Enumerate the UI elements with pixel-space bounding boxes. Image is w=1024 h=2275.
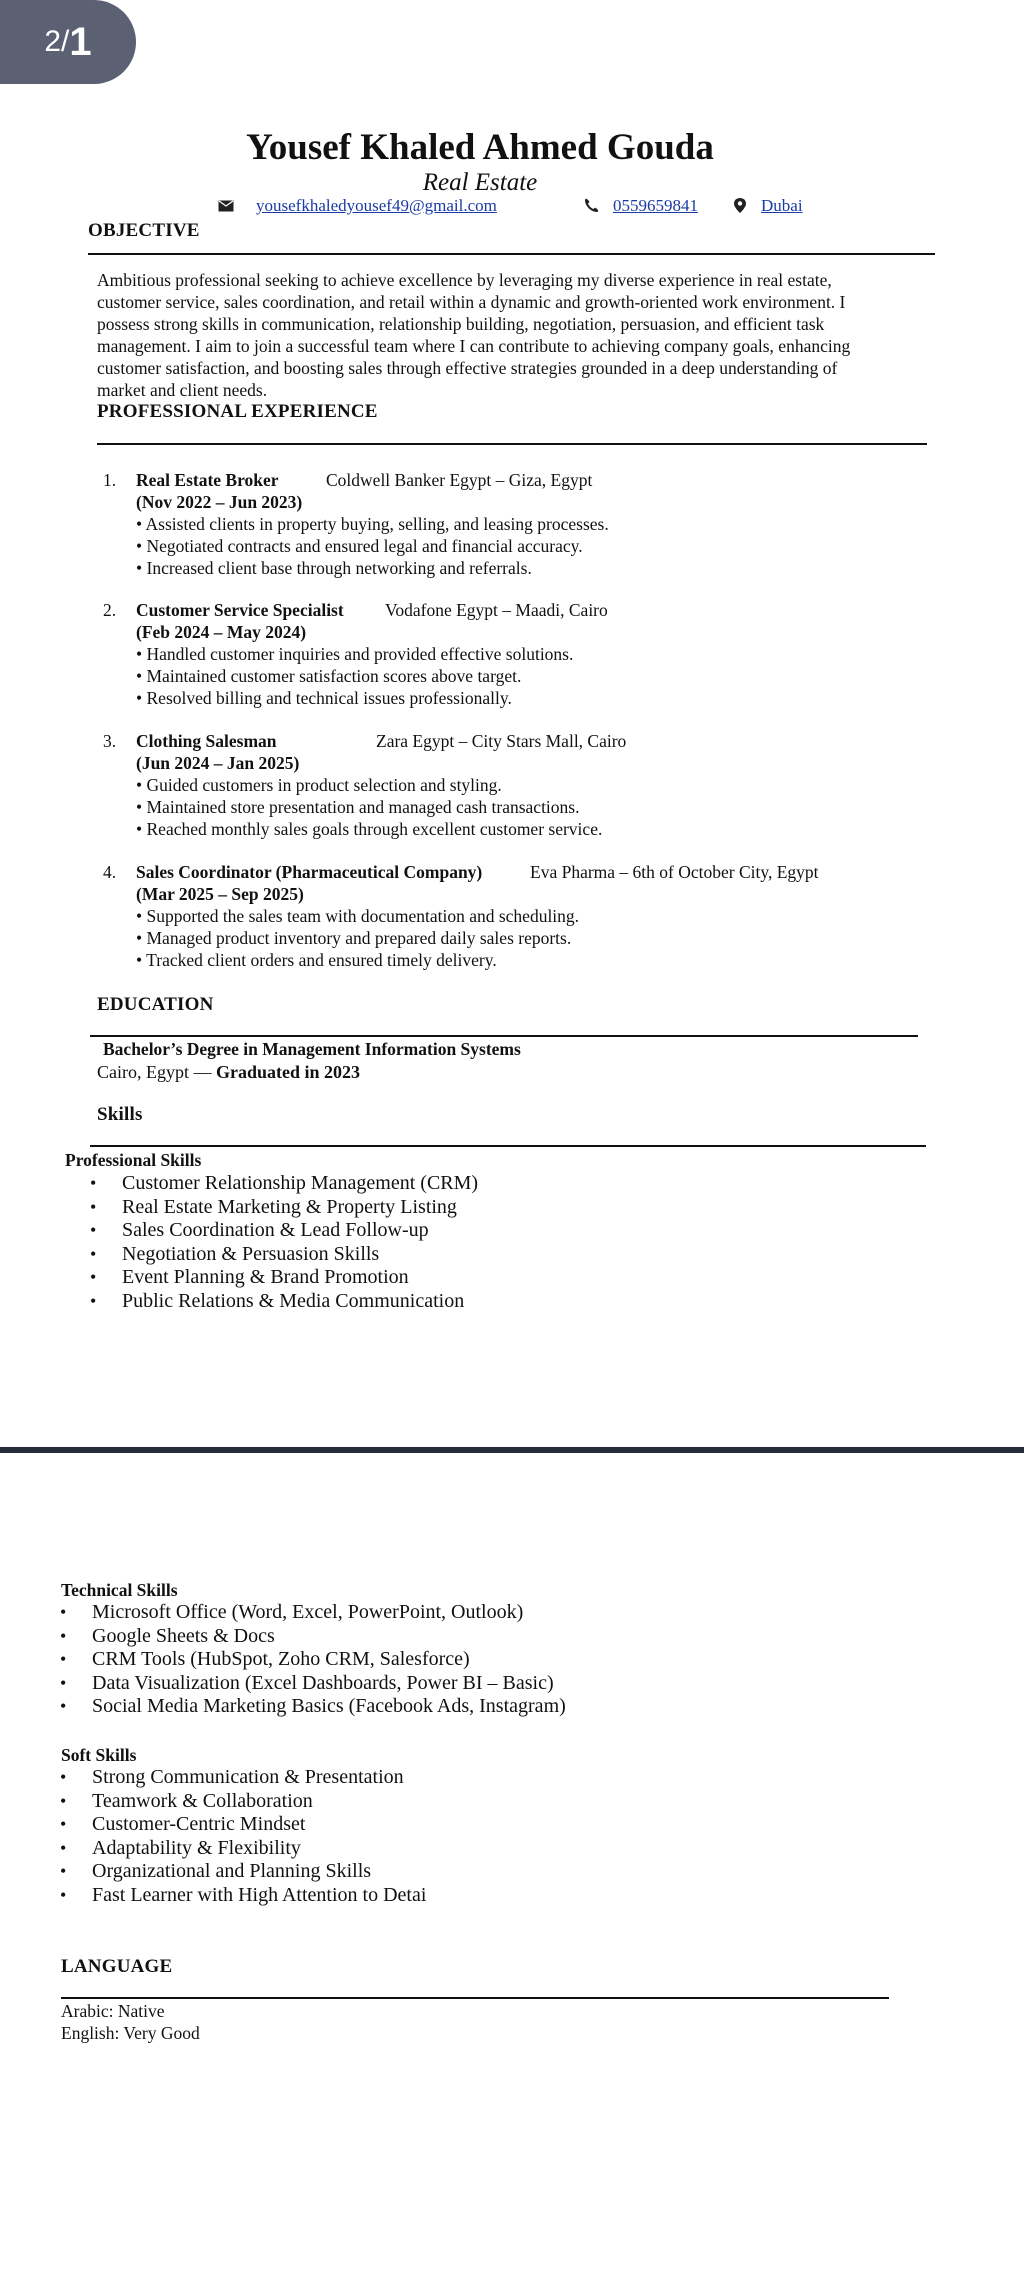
job-dates: (Mar 2025 – Sep 2025) bbox=[136, 884, 304, 904]
page-divider bbox=[0, 1447, 1024, 1453]
education-degree: Bachelor’s Degree in Management Information Systems bbox=[103, 1039, 521, 1059]
phone-contact[interactable] bbox=[583, 196, 698, 216]
location-contact[interactable] bbox=[733, 196, 803, 216]
language-item: Arabic: Native bbox=[61, 2001, 165, 2021]
education-rule bbox=[90, 1035, 918, 1037]
objective-heading: OBJECTIVE bbox=[88, 220, 200, 241]
list-item: • Event Planning & Brand Promotion bbox=[122, 1266, 478, 1290]
job-title: Clothing Salesman bbox=[136, 731, 277, 751]
job-number: 3. bbox=[103, 731, 117, 751]
job-entry bbox=[103, 730, 983, 840]
job-entry bbox=[103, 861, 983, 971]
job-bullet: • Negotiated contracts and ensured legal and financial accuracy. bbox=[136, 536, 583, 556]
list-item: • CRM Tools (HubSpot, Zoho CRM, Salesforce) bbox=[92, 1648, 566, 1672]
job-bullet: • Maintained store presentation and managed cash transactions. bbox=[136, 797, 580, 817]
list-item: • Google Sheets & Docs bbox=[92, 1625, 566, 1649]
list-item: • Sales Coordination & Lead Follow-up bbox=[122, 1219, 478, 1243]
objective-line: Ambitious professional seeking to achieve excellence by leveraging my diverse experience in real estate, bbox=[97, 270, 832, 290]
objective-line: possess strong skills in communication, relationship building, negotiation, persuasion, and efficient task bbox=[97, 314, 825, 334]
soft-skills-heading: Soft Skills bbox=[61, 1745, 137, 1765]
list-item: • Negotiation & Persuasion Skills bbox=[122, 1243, 478, 1267]
language-item: English: Very Good bbox=[61, 2023, 200, 2043]
list-item: • Strong Communication & Presentation bbox=[92, 1766, 426, 1790]
list-item: • Organizational and Planning Skills bbox=[92, 1860, 426, 1884]
list-item: • Data Visualization (Excel Dashboards, Power BI – Basic) bbox=[92, 1672, 566, 1696]
technical-skills-list bbox=[92, 1601, 566, 1719]
job-company: Eva Pharma – 6th of October City, Egypt bbox=[530, 862, 819, 882]
language-list bbox=[61, 2000, 200, 2044]
email-link[interactable]: yousefkhaledyousef49@gmail.com bbox=[256, 196, 497, 215]
experience-rule bbox=[97, 443, 927, 445]
job-bullet: • Reached monthly sales goals through excellent customer service. bbox=[136, 819, 603, 839]
job-bullet: • Tracked client orders and ensured timely delivery. bbox=[136, 950, 497, 970]
job-number: 4. bbox=[103, 862, 117, 882]
list-item: • Customer Relationship Management (CRM) bbox=[122, 1172, 478, 1196]
experience-heading: PROFESSIONAL EXPERIENCE bbox=[97, 401, 378, 422]
list-item: • Customer-Centric Mindset bbox=[92, 1813, 426, 1837]
phone-link[interactable]: 0559659841 bbox=[613, 196, 698, 215]
job-title: Sales Coordinator (Pharmaceutical Company) bbox=[136, 862, 483, 882]
page-indicator-current: 2/ bbox=[44, 25, 70, 58]
candidate-name: Yousef Khaled Ahmed Gouda bbox=[246, 127, 714, 168]
professional-skills-heading: Professional Skills bbox=[65, 1150, 202, 1170]
education-details bbox=[97, 1061, 360, 1083]
page-indicator bbox=[0, 0, 136, 84]
objective-line: customer service, sales coordination, and retail within a dynamic and growth-oriented work environment. I bbox=[97, 292, 846, 312]
job-title: Customer Service Specialist bbox=[136, 600, 344, 620]
list-item: • Fast Learner with High Attention to Detai bbox=[92, 1884, 426, 1908]
job-number: 2. bbox=[103, 600, 117, 620]
job-company: Coldwell Banker Egypt – Giza, Egypt bbox=[326, 470, 593, 490]
job-bullet: • Maintained customer satisfaction scores above target. bbox=[136, 666, 522, 686]
objective-line: management. I aim to join a successful team where I can contribute to achieving company goals, enhancing bbox=[97, 336, 851, 356]
job-dates: (Nov 2022 – Jun 2023) bbox=[136, 492, 303, 512]
objective-line: market and client needs. bbox=[97, 380, 268, 400]
page-indicator-total: 1 bbox=[69, 19, 92, 64]
candidate-role: Real Estate bbox=[422, 169, 538, 196]
skills-rule bbox=[90, 1145, 926, 1147]
list-item: • Teamwork & Collaboration bbox=[92, 1790, 426, 1814]
job-number: 1. bbox=[103, 470, 117, 490]
education-heading: EDUCATION bbox=[97, 994, 214, 1015]
job-entry bbox=[103, 469, 983, 579]
list-item: • Public Relations & Media Communication bbox=[122, 1290, 478, 1314]
job-company: Vodafone Egypt – Maadi, Cairo bbox=[385, 600, 608, 620]
job-entry bbox=[103, 599, 983, 709]
objective-line: customer satisfaction, and boosting sales through effective strategies grounded in a deep understanding of bbox=[97, 358, 838, 378]
job-bullet: • Handled customer inquiries and provided effective solutions. bbox=[136, 644, 574, 664]
job-bullet: • Resolved billing and technical issues professionally. bbox=[136, 688, 512, 708]
job-company: Zara Egypt – City Stars Mall, Cairo bbox=[376, 731, 627, 751]
location-link[interactable]: Dubai bbox=[761, 196, 803, 215]
education-graduated: Graduated in 2023 bbox=[216, 1062, 361, 1082]
phone-icon bbox=[583, 198, 601, 214]
skills-heading: Skills bbox=[97, 1104, 143, 1125]
job-bullet: • Increased client base through networking and referrals. bbox=[136, 558, 532, 578]
objective-rule bbox=[88, 253, 935, 255]
job-bullet: • Supported the sales team with documentation and scheduling. bbox=[136, 906, 580, 926]
envelope-icon bbox=[218, 200, 234, 212]
objective-paragraph bbox=[97, 269, 957, 401]
job-bullet: • Guided customers in product selection and styling. bbox=[136, 775, 502, 795]
location-pin-icon bbox=[733, 198, 747, 214]
technical-skills-heading: Technical Skills bbox=[61, 1580, 178, 1600]
email-contact[interactable] bbox=[218, 196, 497, 216]
professional-skills-list bbox=[122, 1172, 478, 1314]
list-item: • Social Media Marketing Basics (Facebook Ads, Instagram) bbox=[92, 1695, 566, 1719]
job-bullet: • Assisted clients in property buying, selling, and leasing processes. bbox=[136, 514, 609, 534]
job-dates: (Jun 2024 – Jan 2025) bbox=[136, 753, 300, 773]
soft-skills-list bbox=[92, 1766, 426, 1908]
job-bullet: • Managed product inventory and prepared daily sales reports. bbox=[136, 928, 572, 948]
job-title: Real Estate Broker bbox=[136, 470, 279, 490]
job-dates: (Feb 2024 – May 2024) bbox=[136, 622, 307, 642]
language-heading: LANGUAGE bbox=[61, 1956, 173, 1977]
education-place: Cairo, Egypt — bbox=[97, 1062, 216, 1082]
list-item: • Real Estate Marketing & Property Listing bbox=[122, 1196, 478, 1220]
language-rule bbox=[61, 1997, 889, 1999]
list-item: • Microsoft Office (Word, Excel, PowerPoint, Outlook) bbox=[92, 1601, 566, 1625]
list-item: • Adaptability & Flexibility bbox=[92, 1837, 426, 1861]
